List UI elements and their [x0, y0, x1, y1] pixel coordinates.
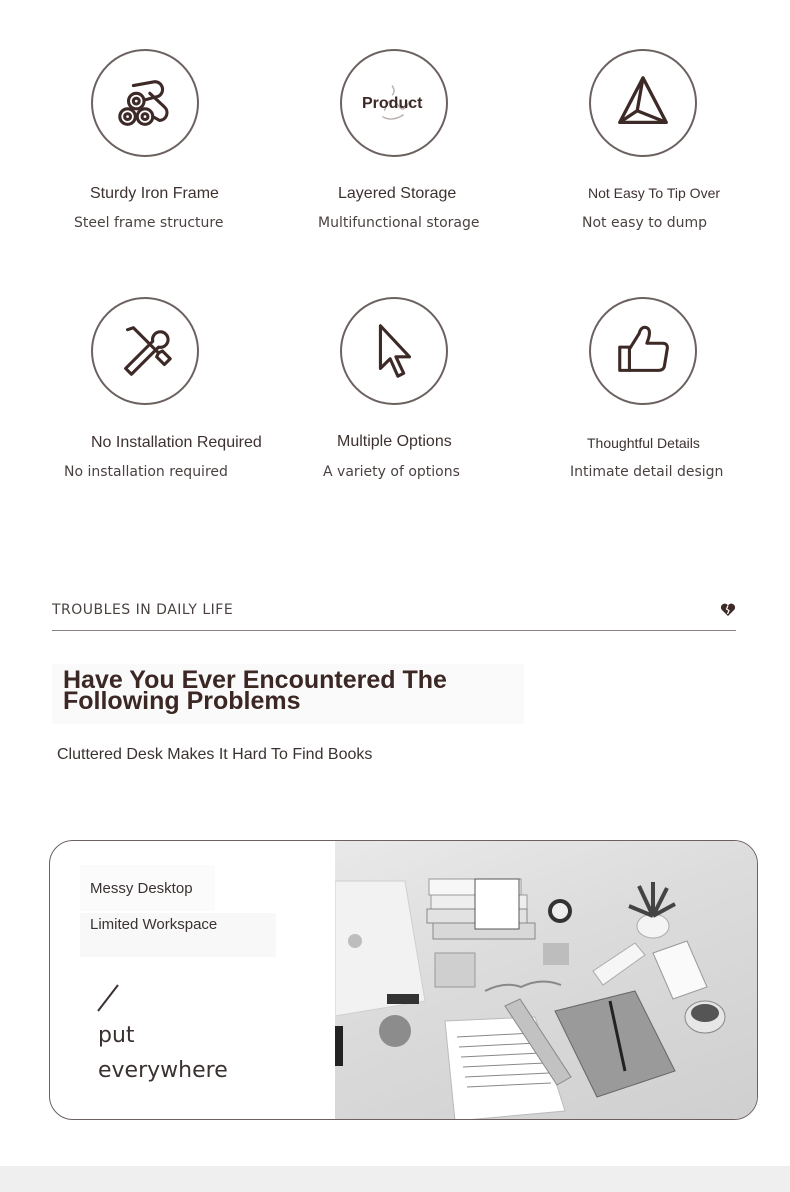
thumbs-up-icon: [612, 320, 674, 382]
feature-subtitle-3: Not easy to dump: [582, 215, 707, 231]
feature-title-6: Thoughtful Details: [587, 435, 700, 451]
feature-subtitle-1: Steel frame structure: [74, 215, 224, 231]
feature-subtitle-2: Multifunctional storage: [318, 215, 480, 231]
feature-subtitle-4: No installation required: [64, 464, 228, 480]
feature-icon-circle-6: [589, 297, 697, 405]
tag-messy-desktop: Messy Desktop: [90, 880, 193, 897]
logs-stack-icon: [114, 72, 176, 134]
slash-divider-icon: [96, 983, 120, 1013]
feature-icon-circle-1: [91, 49, 199, 157]
section-label: TROUBLES IN DAILY LIFE: [52, 602, 234, 618]
footer-strip: [0, 1166, 790, 1192]
feature-title-3: Not Easy To Tip Over: [588, 185, 721, 201]
feature-subtitle-5: A variety of options: [323, 464, 460, 480]
pyramid-icon: [612, 72, 674, 134]
cursor-arrow-icon: [363, 320, 425, 382]
product-overlay-label: Product: [362, 95, 423, 112]
tag-limited-workspace: Limited Workspace: [90, 916, 218, 933]
desk-illustration: [335, 841, 758, 1120]
caption-line-1: put: [98, 1023, 135, 1048]
section-divider: [52, 630, 736, 631]
feature-icon-circle-5: [340, 297, 448, 405]
feature-subtitle-6: Intimate detail design: [570, 464, 724, 480]
feature-title-4: No Installation Required: [91, 434, 262, 451]
page-headline: Have You Ever Encountered The Following Problems: [63, 666, 447, 715]
feature-icon-circle-3: [589, 49, 697, 157]
caption-line-2: everywhere: [98, 1058, 228, 1083]
broken-heart-icon: [720, 603, 736, 617]
problem-subheading: Cluttered Desk Makes It Hard To Find Books: [57, 746, 373, 763]
feature-icon-circle-4: [91, 297, 199, 405]
feature-title-2: Layered Storage: [338, 185, 457, 202]
feature-title-1: Sturdy Iron Frame: [90, 185, 219, 202]
tools-icon: [114, 320, 176, 382]
messy-desk-photo: [335, 841, 758, 1120]
feature-title-5: Multiple Options: [337, 433, 452, 450]
messy-desk-card: [49, 840, 758, 1120]
